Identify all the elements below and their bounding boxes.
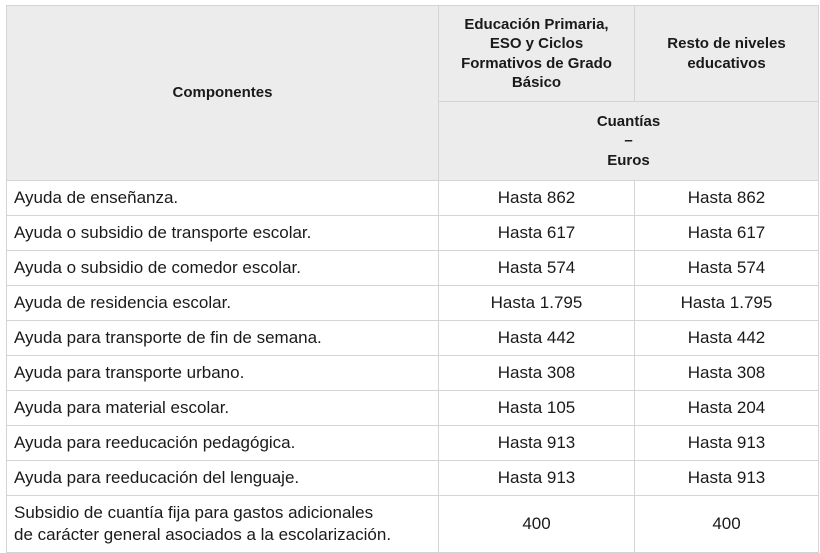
component-cell: Ayuda para reeducación pedagógica. [7, 426, 439, 461]
table-row [7, 496, 819, 553]
table-row [7, 356, 819, 391]
component-cell: Ayuda o subsidio de transporte escolar. [7, 216, 439, 251]
header-units [439, 102, 819, 181]
table-row [7, 391, 819, 426]
header-other-levels [635, 6, 819, 102]
component-cell [7, 496, 439, 553]
component-line: de carácter general asociados a la escolarización. [14, 525, 392, 544]
header-line: Formativos de Grado [461, 54, 612, 72]
header-primary-eso-basic [439, 6, 635, 102]
amount-other-cell: 400 [635, 496, 819, 553]
amount-primary-cell: Hasta 105 [439, 391, 635, 426]
component-cell: Ayuda para transporte urbano. [7, 356, 439, 391]
amount-other-cell: Hasta 1.795 [635, 286, 819, 321]
table-container [6, 5, 819, 553]
header-components: Componentes [7, 6, 439, 181]
amount-primary-cell: Hasta 617 [439, 216, 635, 251]
header-line: ESO y Ciclos [489, 35, 584, 52]
amount-other-cell: Hasta 913 [635, 426, 819, 461]
header-line: Euros [607, 151, 650, 169]
component-cell: Ayuda de enseñanza. [7, 181, 439, 216]
table-row [7, 321, 819, 356]
amount-primary-cell: 400 [439, 496, 635, 553]
amount-primary-cell: Hasta 913 [439, 461, 635, 496]
header-line: Educación Primaria, [464, 15, 609, 33]
amount-primary-cell: Hasta 913 [439, 426, 635, 461]
header-line: Resto de niveles [667, 35, 786, 52]
header-row [7, 6, 819, 102]
table-row [7, 286, 819, 321]
table-row [7, 426, 819, 461]
header-line: Básico [511, 74, 562, 91]
amount-other-cell: Hasta 862 [635, 181, 819, 216]
header-line: Cuantías [596, 112, 661, 130]
amount-primary-cell: Hasta 442 [439, 321, 635, 356]
amount-other-cell: Hasta 617 [635, 216, 819, 251]
amount-other-cell: Hasta 442 [635, 321, 819, 356]
table-row [7, 181, 819, 216]
amount-other-cell: Hasta 308 [635, 356, 819, 391]
amount-primary-cell: Hasta 862 [439, 181, 635, 216]
amount-other-cell: Hasta 574 [635, 251, 819, 286]
header-line: educativos [687, 54, 766, 72]
amount-primary-cell: Hasta 1.795 [439, 286, 635, 321]
component-cell: Ayuda para reeducación del lenguaje. [7, 461, 439, 496]
table-row [7, 461, 819, 496]
amount-primary-cell: Hasta 308 [439, 356, 635, 391]
component-cell: Ayuda o subsidio de comedor escolar. [7, 251, 439, 286]
aid-amounts-table [6, 5, 819, 553]
table-row [7, 251, 819, 286]
amount-other-cell: Hasta 913 [635, 461, 819, 496]
component-line: Subsidio de cuantía fija para gastos adicionales [14, 503, 374, 522]
component-cell: Ayuda de residencia escolar. [7, 286, 439, 321]
component-cell: Ayuda para material escolar. [7, 391, 439, 426]
header-line: – [624, 132, 633, 150]
amount-primary-cell: Hasta 574 [439, 251, 635, 286]
component-cell: Ayuda para transporte de fin de semana. [7, 321, 439, 356]
table-row [7, 216, 819, 251]
amount-other-cell: Hasta 204 [635, 391, 819, 426]
